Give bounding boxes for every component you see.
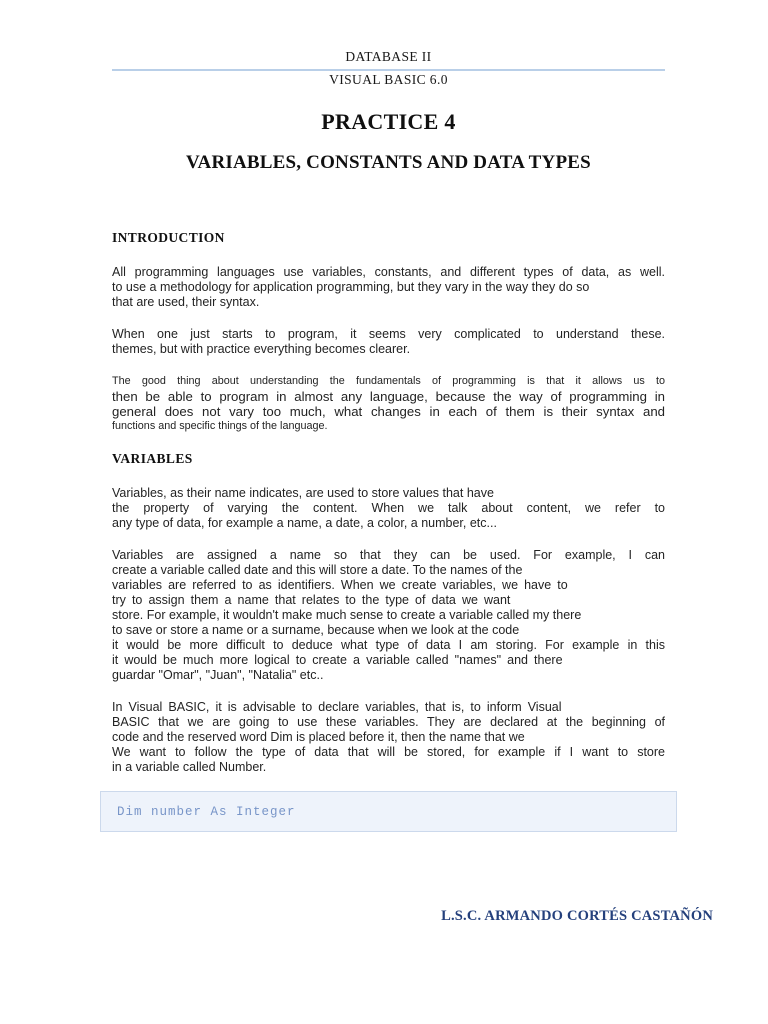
text-line: that are used, their syntax. [112,295,260,309]
text-line: Variables are assigned a name so that they can be used. For example, I can [112,548,665,562]
text-line: functions and specific things of the language. [112,420,328,432]
text-line: in a variable called Number. [112,760,267,774]
paragraph [112,374,665,434]
text-line: create a variable called date and this will store a date. To the names of the [112,563,523,577]
course-subtitle: VISUAL BASIC 6.0 [329,72,448,87]
document-header [112,49,665,832]
paragraph [112,486,665,531]
text-line: themes, but with practice everything becomes clearer. [112,342,411,356]
text-line: All programming languages use variables, constants, and different types of data, as well. [112,265,665,279]
author-signature: L.S.C. ARMANDO CORTÉS CASTAÑÓN [441,908,713,924]
code-block [100,791,677,832]
course-title: DATABASE II [345,49,432,64]
text-line: general does not vary too much, what changes in each of them is their syntax and [112,404,665,419]
paragraph [112,327,665,357]
text-line: Variables, as their name indicates, are used to store values that have [112,486,494,500]
text-line: BASIC that we are going to use these variables. They are declared at the beginning of [112,715,665,729]
text-line: In Visual BASIC, it is advisable to declare variables, that is, to inform Visual [112,700,562,714]
text-line: any type of data, for example a name, a date, a color, a number, etc... [112,516,497,530]
text-line: variables are referred to as identifiers. When we create variables, we have to [112,578,568,592]
text-line: When one just starts to program, it seems very complicated to understand these. [112,327,665,341]
text-line: to use a methodology for application programming, but they vary in the way they do so [112,280,590,294]
text-line: try to assign them a name that relates to the type of data we want [112,593,511,607]
document-body [112,230,665,832]
text-line: it would be much more logical to create a variable called "names" and there [112,653,563,667]
header-rule [112,69,665,71]
page-title: PRACTICE 4 [321,109,456,134]
paragraph [112,265,665,310]
text-line: to save or store a name or a surname, because when we look at the code [112,623,520,637]
text-line: then be able to program in almost any language, because the way of programming in [112,389,665,404]
paragraph [112,700,665,775]
text-line: The good thing about understanding the fundamentals of programming is that it allows us to [112,375,665,387]
text-line: code and the reserved word Dim is placed before it, then the name that we [112,730,525,744]
section-heading: VARIABLES [112,451,193,466]
paragraph [112,548,665,683]
text-line: the property of varying the content. When we talk about content, we refer to [112,501,665,515]
text-line: store. For example, it wouldn't make much sense to create a variable called my there [112,608,582,622]
section-heading: INTRODUCTION [112,230,225,245]
page-subtitle: VARIABLES, CONSTANTS AND DATA TYPES [186,152,591,173]
text-line: guardar "Omar", "Juan", "Natalia" etc.. [112,668,324,682]
code-text: Dim number As Integer [117,804,296,819]
text-line: it would be more difficult to deduce what type of data I am storing. For example in this [112,638,665,652]
text-line: We want to follow the type of data that will be stored, for example if I want to store [112,745,665,759]
